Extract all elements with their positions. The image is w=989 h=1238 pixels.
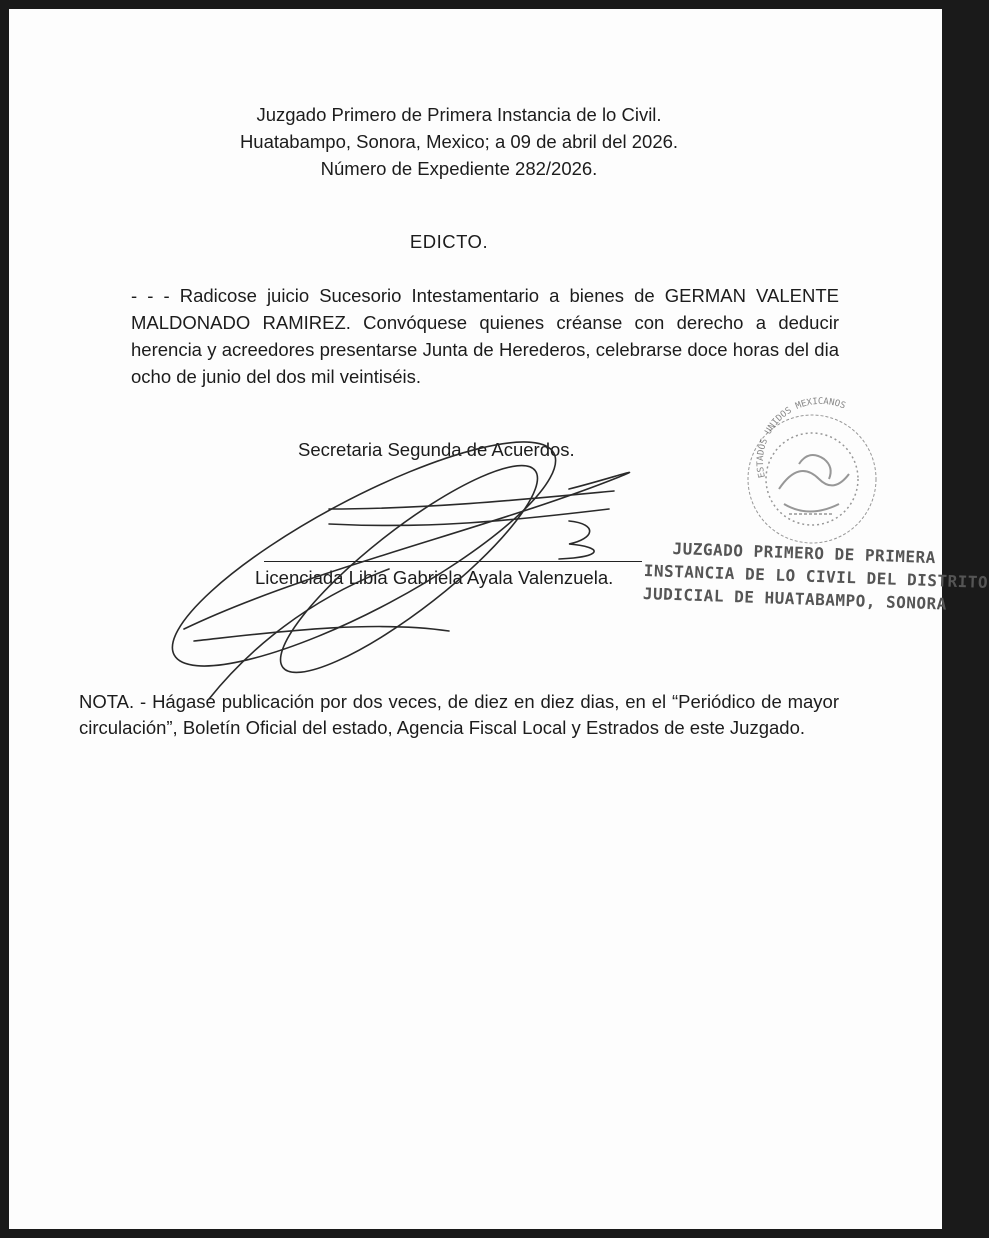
document-page	[9, 9, 989, 1229]
publication-note: NOTA. - Hágase publicación por dos veces, de diez en diez dias, en el “Periódico de mayor circulación”, Boletín Oficial del estado, Agencia Fiscal Local y Estrados de este Juzgado.	[79, 691, 839, 738]
location-date: Huatabampo, Sonora, Mexico; a 09 de abril del 2026.	[239, 131, 679, 152]
svg-text:ESTADOS UNIDOS MEXICANOS	[756, 397, 847, 479]
court-stamp	[642, 536, 989, 615]
stamp-line-1: JUZGADO PRIMERO DE PRIMERA	[672, 538, 937, 568]
stamp-line-3: JUDICIAL DE HUATABAMPO, SONORA	[642, 583, 948, 614]
document-header	[9, 101, 909, 182]
edict-body: - - - Radicose juicio Sucesorio Intestamentario a bienes de GERMAN VALENTE MALDONADO RAMIREZ. Convóquese quienes créanse con derecho a deducir herencia y acreedores presentarse Junta de Herederos, celebrarse doce horas del dia ocho de junio del dos mil veintiséis.	[131, 285, 839, 387]
stamp-line-2: INSTANCIA DE LO CIVIL DEL DISTRITO	[643, 560, 989, 592]
signatory-name: Licenciada Libia Gabriela Ayala Valenzuela.	[255, 567, 614, 588]
handwritten-signature	[9, 9, 989, 1229]
court-name: Juzgado Primero de Primera Instancia de lo Civil.	[256, 104, 662, 125]
court-seal-icon	[9, 9, 989, 1229]
signature-line	[264, 561, 642, 562]
document-title: EDICTO.	[409, 231, 489, 252]
seal-ring-text: ESTADOS UNIDOS MEXICANOS	[755, 396, 847, 479]
case-number: Número de Expediente 282/2026.	[320, 158, 598, 179]
signatory-role: Secretaria Segunda de Acuerdos.	[298, 439, 575, 460]
